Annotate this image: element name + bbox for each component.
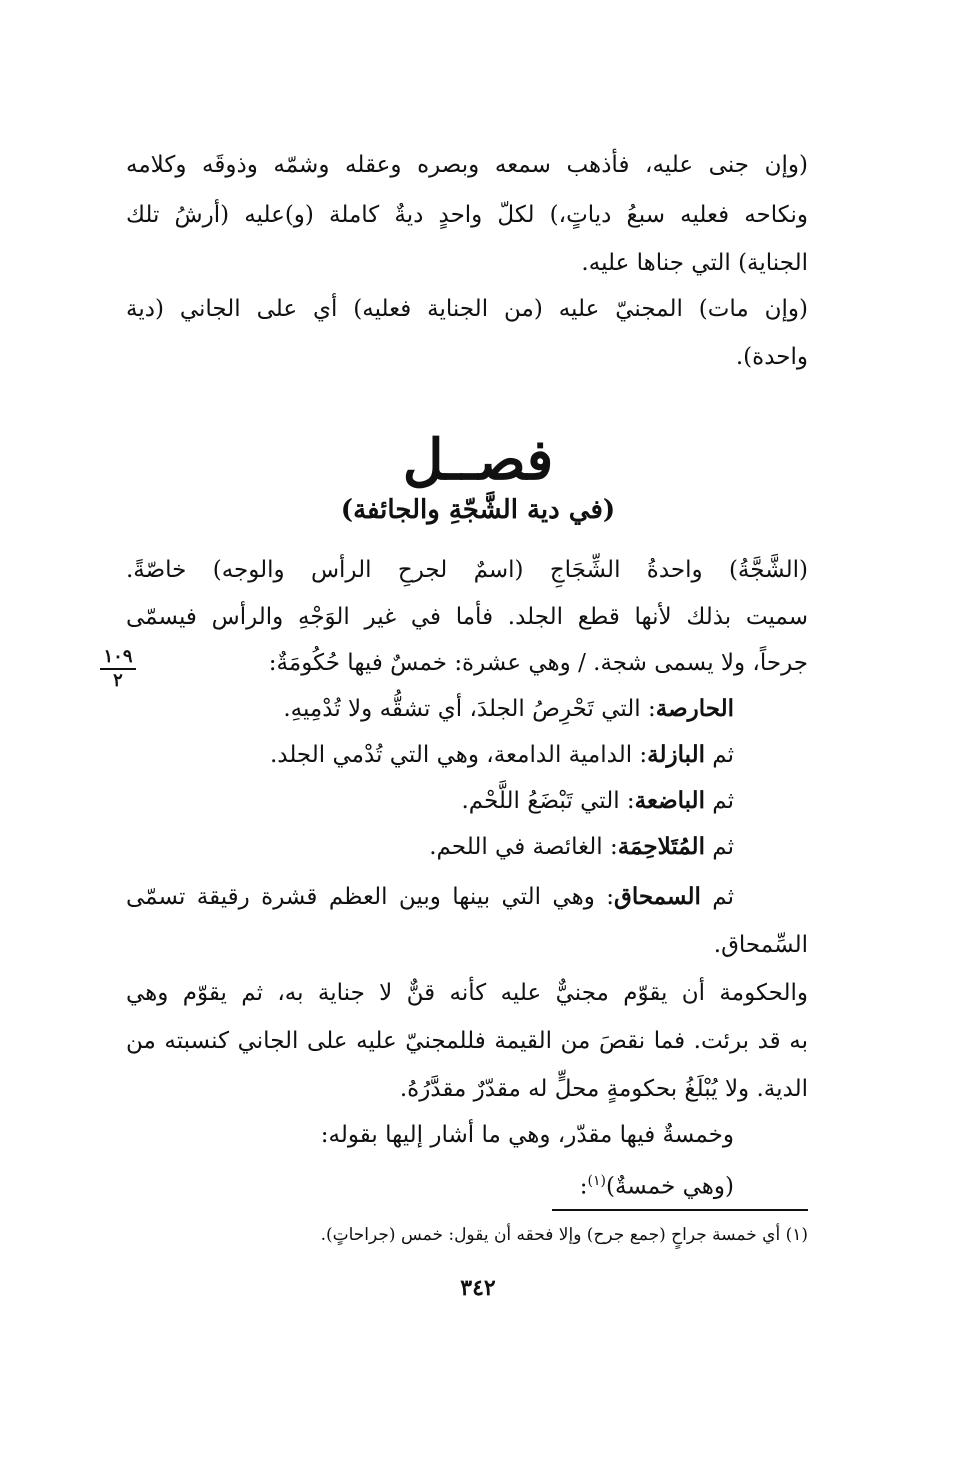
page-number: ٣٤٢ <box>460 1275 496 1301</box>
section-subtitle: (في دية الشَّجّةِ والجائفة) <box>340 495 616 525</box>
section-ornament-title: فصــل <box>402 427 554 493</box>
definition-text: : التي تَحْرِصُ الجلدَ، أي تشقُّه ولا تُدْمِيهِ. <box>283 696 656 722</box>
term-bold: الحارصة <box>655 695 734 722</box>
text-line: واحدة). <box>735 344 808 370</box>
text-line <box>126 692 734 726</box>
footnote-reference: (١) <box>587 1173 606 1189</box>
text-line: ونكاحه فعليه سبعُ دياتٍ،) لكلّ واحدٍ ديةٌ كاملة (و)عليه (أرشُ تلك <box>126 202 808 228</box>
term-bold: المُتَلاحِمَة <box>617 833 705 860</box>
term-bold: السمحاق <box>613 883 701 910</box>
text-line: (وإن مات) المجنيّ عليه (من الجناية فعليه) أي على الجاني (دية <box>126 296 808 322</box>
text-line: به قد برئت. فما نقصَ من القيمة فللمجنيّ عليه على الجاني كنسبته من <box>126 1028 808 1054</box>
punctuation: : <box>579 1173 588 1200</box>
manuscript-folio-marker <box>96 648 140 690</box>
prefix-text: ثم <box>704 788 734 814</box>
definition-text: : التي تَبْضَعُ اللَّحْم. <box>461 788 635 814</box>
prefix-text: ثم <box>704 834 734 860</box>
definition-text: : وهي التي بينها وبين العظم قشرة رقيقة تسمّى <box>126 884 614 910</box>
folio-side: ٢ <box>113 670 123 691</box>
definition-text: : الدامية الدامعة، وهي التي تُدْمي الجلد. <box>269 742 648 768</box>
term-bold: الباضعة <box>634 787 705 814</box>
text-line: (الشَّجَّةُ) واحدةُ الشِّجَاجِ (اسمٌ لجرحِ الرأس والوجه) خاصّةً. <box>126 557 808 583</box>
text-line <box>126 880 734 914</box>
text-line: سميت بذلك لأنها قطع الجلد. فأما في غير الوَجْهِ والرأس فيسمّى <box>126 604 808 630</box>
text-line: الجناية) التي جناها عليه. <box>581 250 808 276</box>
text-line <box>126 1164 734 1204</box>
prefix-text: ثم <box>704 742 734 768</box>
text-line: جرحاً، ولا يسمى شجة. / وهي عشرة: خمسٌ فيها حُكُومَةٌ: <box>268 650 808 676</box>
text-line <box>126 738 734 772</box>
footnote-separator <box>552 1209 808 1211</box>
text-line <box>126 784 734 818</box>
text-line: (وإن جنى عليه، فأذهب سمعه وبصره وعقله وشمّه وذوقَه وكلامه <box>126 152 808 178</box>
text-line: الدية. ولا يُبْلَغُ بحكومةٍ محلٍّ له مقدّرٌ مقدَّرُهُ. <box>399 1076 808 1102</box>
quoted-text: (وهي خمسةٌ) <box>605 1173 734 1200</box>
text-line: وخمسةٌ فيها مقدّر، وهي ما أشار إليها بقوله: <box>320 1122 734 1148</box>
text-line: والحكومة أن يقوّم مجنيٌّ عليه كأنه قنٌّ لا جناية به، ثم يقوّم وهي <box>126 980 808 1006</box>
text-line <box>126 830 734 864</box>
definition-text: : الغائصة في اللحم. <box>429 834 618 860</box>
folio-number: ١٠٩ <box>103 646 133 667</box>
term-bold: البازلة <box>647 741 705 768</box>
footnote: (١) أي خمسة جراحٍ (جمع جرح) وإلا فحقه أن يقول: خمس (جراحاتٍ). <box>320 1225 808 1245</box>
prefix-text: ثم <box>700 884 734 910</box>
text-line: السِّمحاق. <box>713 932 808 958</box>
